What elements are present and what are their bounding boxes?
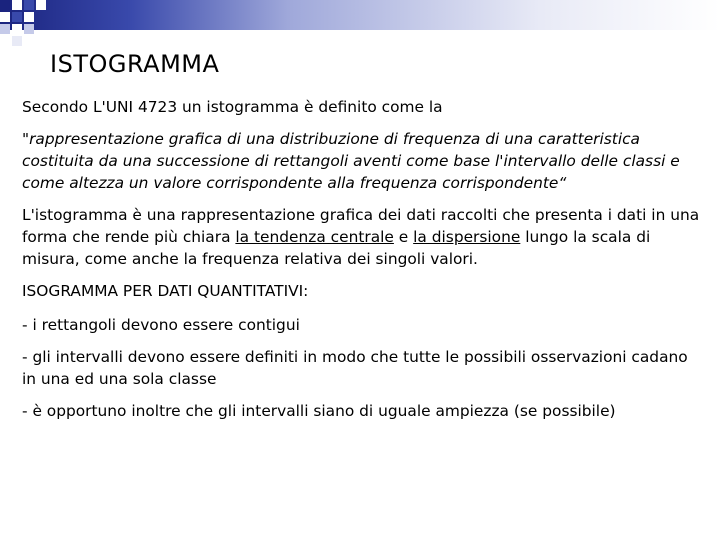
intro-text: Secondo L'UNI 4723 un istogramma è definito come la [22,98,443,116]
bullet-item: - i rettangoli devono essere contigui [22,316,300,334]
slide-body [22,96,702,422]
corner-squares-decoration [0,0,60,50]
subheading: ISOGRAMMA PER DATI QUANTITATIVI: [22,282,309,300]
description-part2: e [393,228,414,246]
dispersion-term: la dispersione [413,228,521,246]
definition-quote: "rappresentazione grafica di una distribuzione di frequenza di una caratteristica costituita da una successione di rettangoli aventi come base l'intervallo delle classi e come altezza un valore corrispondente alla frequenza corrispondente“ [22,130,680,192]
header-gradient-band [0,0,720,30]
description-part1: L'istogramma è una rappresentazione grafica dei dati raccolti che presenta i dati in una forma che rende più chiara [22,206,700,246]
bullet-item: - è opportuno inoltre che gli intervalli siano di uguale ampiezza (se possibile) [22,402,616,420]
slide-title: ISTOGRAMMA [50,50,220,78]
description-paragraph [22,204,702,270]
description-part3: lungo la scala di misura, come anche la frequenza relativa dei singoli valori. [22,228,651,268]
central-tendency-term: la tendenza centrale [235,228,394,246]
bullet-item: - gli intervalli devono essere definiti in modo che tutte le possibili osservazioni cadano in una ed una sola classe [22,348,688,388]
